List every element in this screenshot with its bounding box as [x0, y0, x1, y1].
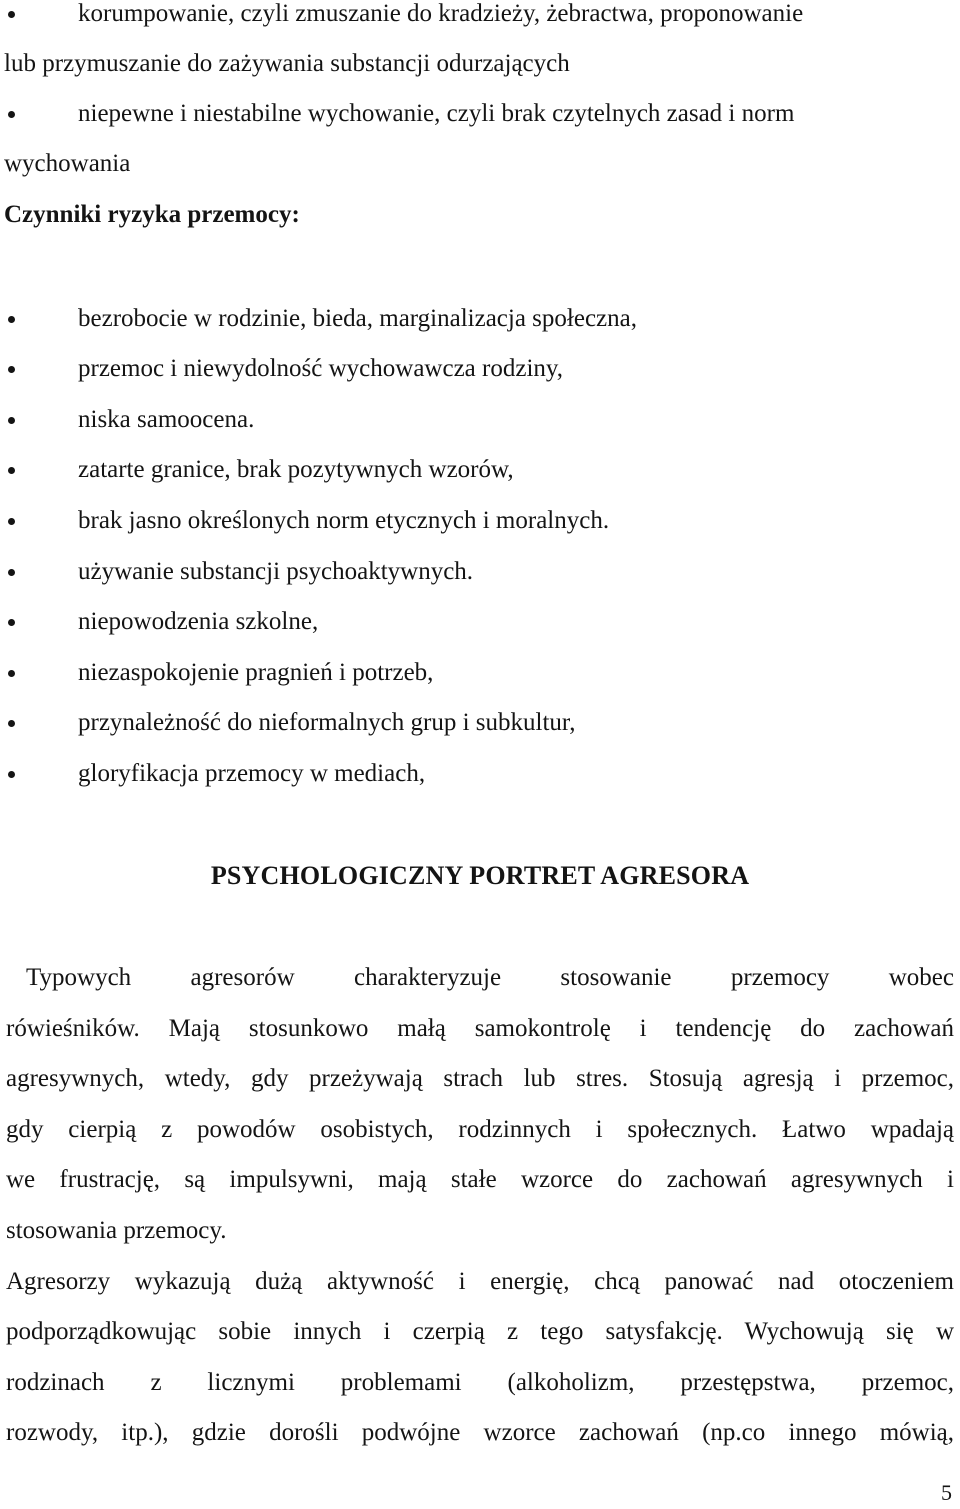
paragraph-line: rówieśników. Mają stosunkowo małą samokontrolę i tendencję do zachowań	[6, 1015, 954, 1042]
paragraph-line: gdy cierpią z powodów osobistych, rodzinnych i społecznych. Łatwo wpadają	[6, 1116, 954, 1143]
paragraph-line: rodzinach z licznymi problemami (alkoholizm, przestępstwa, przemoc,	[6, 1369, 954, 1396]
bullet-item	[0, 0, 954, 32]
paragraph-line: agresywnych, wtedy, gdy przeżywają strach lub stres. Stosują agresją i przemoc,	[6, 1065, 954, 1092]
risk-factor-text: brak jasno określonych norm etycznych i moralnych.	[78, 507, 610, 534]
risk-factor-item	[0, 554, 954, 590]
risk-factor-text: niska samoocena.	[78, 406, 255, 433]
risk-factor-item	[0, 351, 954, 387]
page-number: 5	[941, 1480, 952, 1505]
risk-factor-text: niepowodzenia szkolne,	[78, 608, 319, 635]
bullet-text-continuation: wychowania	[4, 150, 131, 177]
risk-factor-item	[0, 402, 954, 438]
bullet-icon	[8, 619, 15, 626]
risk-factor-item	[0, 705, 954, 741]
risk-factor-item	[0, 301, 954, 337]
bullet-text: niepewne i niestabilne wychowanie, czyli brak czytelnych zasad i norm	[78, 100, 795, 127]
bullet-icon	[8, 316, 15, 323]
bullet-icon	[8, 569, 15, 576]
bullet-icon	[8, 467, 15, 474]
risk-factor-text: gloryfikacja przemocy w mediach,	[78, 760, 426, 787]
paragraph-line: stosowania przemocy.	[6, 1217, 227, 1244]
bullet-text-continuation: lub przymuszanie do zażywania substancji odurzających	[4, 50, 570, 77]
risk-factor-item	[0, 604, 954, 640]
risk-factor-text: bezrobocie w rodzinie, bieda, marginalizacja społeczna,	[78, 305, 637, 332]
bullet-icon	[8, 366, 15, 373]
bullet-icon	[8, 670, 15, 677]
bullet-icon	[8, 518, 15, 525]
paragraph-line: Typowych agresorów charakteryzuje stosowanie przemocy wobec	[26, 964, 954, 991]
risk-factors-heading: Czynniki ryzyka przemocy:	[4, 201, 300, 228]
section-title: PSYCHOLOGICZNY PORTRET AGRESORA	[210, 861, 750, 890]
paragraph-line: Agresorzy wykazują dużą aktywność i energię, chcą panować nad otoczeniem	[6, 1268, 954, 1295]
risk-factor-item	[0, 452, 954, 488]
risk-factor-item	[0, 655, 954, 691]
risk-factor-item	[0, 756, 954, 792]
risk-factor-text: przynależność do nieformalnych grup i subkultur,	[78, 709, 576, 736]
risk-factor-item	[0, 503, 954, 539]
risk-factor-text: niezaspokojenie pragnień i potrzeb,	[78, 659, 434, 686]
bullet-item	[0, 96, 954, 132]
bullet-icon	[8, 11, 15, 18]
risk-factor-text: zatarte granice, brak pozytywnych wzorów,	[78, 456, 514, 483]
paragraph-line: we frustrację, są impulsywni, mają stałe wzorce do zachowań agresywnych i	[6, 1166, 954, 1193]
bullet-text: korumpowanie, czyli zmuszanie do kradzieży, żebractwa, proponowanie	[78, 0, 804, 27]
bullet-icon	[8, 720, 15, 727]
bullet-icon	[8, 771, 15, 778]
risk-factor-text: używanie substancji psychoaktywnych.	[78, 558, 474, 585]
bullet-icon	[8, 111, 15, 118]
bullet-icon	[8, 417, 15, 424]
paragraph-line: rozwody, itp.), gdzie dorośli podwójne wzorce zachowań (np.co innego mówią,	[6, 1419, 954, 1446]
risk-factor-text: przemoc i niewydolność wychowawcza rodziny,	[78, 355, 564, 382]
paragraph-line: podporządkowując sobie innych i czerpią z tego satysfakcję. Wychowują się w	[6, 1318, 954, 1345]
